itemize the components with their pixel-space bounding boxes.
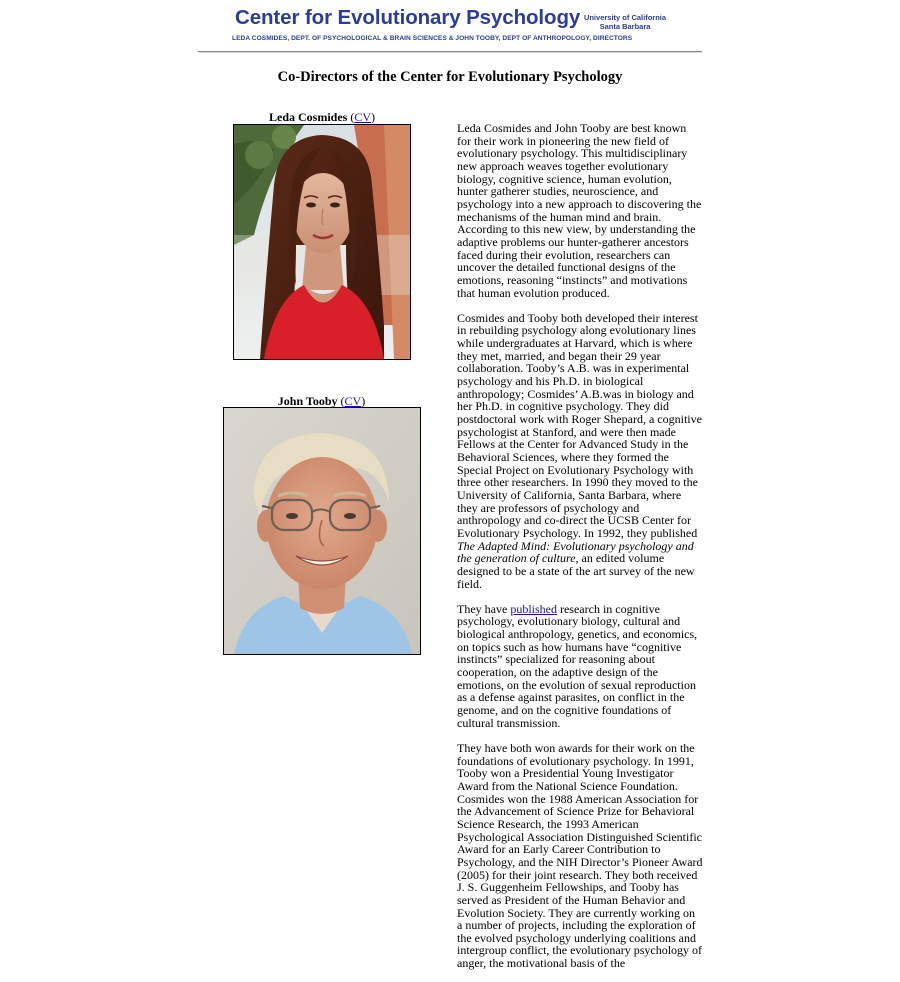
bio-paragraph-1: Leda Cosmides and John Tooby are best known for their work in pioneering the new field of evolutionary psychology. This multidisciplinary new approach weaves together evolutionary biology, cognitive science, human evolution, hunter gatherer studies, neuroscience, and psychology into a new approach to discovering the mechanisms of the human mind and brain. According to this new view, by understanding the adaptive problems our hunter-gatherer ancestors faced during their evolution, researchers can uncover the detailed functional designs of the emotions, reasoning “instincts” and motivations that human evolution produced.: [457, 121, 702, 300]
bio-p2-text-1: Cosmides and Tooby both developed their interest in rebuilding psychology along evolutionary lines while undergraduates at Harvard, which is where they met, married, and began their 29 year collaboration. Tooby’s A.B. was in experimental psychology and his Ph.D. in biological anthropology; Cosmides’ A.B.was in biology and her Ph.D. in cognitive psychology. They did postdoctoral work with Roger Shepard, a cognitive psychologist at Stanford, and were then made Fellows at the Center for Advanced Study in the Behavioral Sciences, where they formed the Special Project on Evolutionary Psychology with three other researchers. In 1990 they moved to the University of California, Santa Barbara, where they are professors of psychology and anthropology and co-direct the UCSB Center for Evolutionary Psychology. In 1992, they published: [457, 310, 702, 540]
page-title: Co-Directors of the Center for Evolutionary Psychology: [277, 69, 623, 85]
person-name-text: John Tooby: [277, 394, 338, 408]
cv-link-wrapper: (CV): [350, 110, 375, 124]
site-title: Center for Evolutionary Psychology: [235, 6, 581, 29]
header-divider: [198, 51, 702, 53]
published-link[interactable]: published: [510, 601, 557, 616]
bio-paragraph-2: [457, 312, 703, 590]
university-label: [581, 13, 669, 31]
site-banner: [232, 6, 672, 46]
bio-p2-text-2: , an edited volume designed to be a state of the art survey of the new field.: [457, 551, 695, 591]
bio-p3-text-2: research in cognitive psychology, evolutionary biology, cultural and biological anthropology, genetics, and economics, on topics such as how humans have “cognitive instincts” specialized for reasoning about cooperation, on the adaptive design of the emotions, on the evolution of sexual reproduction as a defense against parasites, on conflict in the genome, and on the cognitive foundations of cultural transmission.: [457, 601, 698, 730]
cosmides-portrait-image: [234, 125, 410, 359]
cv-link-wrapper: (CV): [340, 394, 366, 408]
tooby-photo: [223, 407, 421, 655]
site-subtitle: LEDA COSMIDES, DEPT. OF PSYCHOLOGICAL & BRAIN SCIENCES & JOHN TOOBY, DEPT OF ANTHROPOLOGY, DIRECTORS: [232, 35, 633, 42]
bio-paragraph-3: [457, 603, 703, 730]
bio-p3-text-1: They have: [457, 601, 511, 616]
university-line-2: Santa Barbara: [599, 22, 651, 31]
person-name-cosmides: [233, 110, 411, 125]
cosmides-photo: [233, 124, 411, 360]
tooby-cv-link[interactable]: CV: [344, 394, 362, 408]
book-title: The Adapted Mind: Evolutionary psychology and the generation of culture: [457, 538, 694, 566]
university-line-1: University of California: [583, 13, 667, 22]
cosmides-cv-link[interactable]: CV: [354, 110, 371, 124]
bio-paragraph-4: They have both won awards for their work on the foundations of evolutionary psychology. In 1991, Tooby won a Presidential Young Investigator Award from the National Science Foundation. Cosmides won the 1988 American Association for the Advancement of Science Prize for Behavioral Science Research, the 1993 American Psychological Association Distinguished Scientific Award for an Early Career Contribution to Psychology, and the NIH Director’s Pioneer Award (2005) for their joint research. They both received J. S. Guggenheim Fellowships, and Tooby has served as President of the Human Behavior and Evolution Society. They are currently working on a number of projects, including the exploration of the evolved psychology underlying coalitions and intergroup conflict, the evolutionary psychology of anger, the motivational basis of the: [457, 740, 703, 971]
tooby-portrait-image: [224, 408, 420, 654]
bio-text: [457, 122, 703, 982]
person-name-text: Leda Cosmides: [268, 110, 348, 124]
